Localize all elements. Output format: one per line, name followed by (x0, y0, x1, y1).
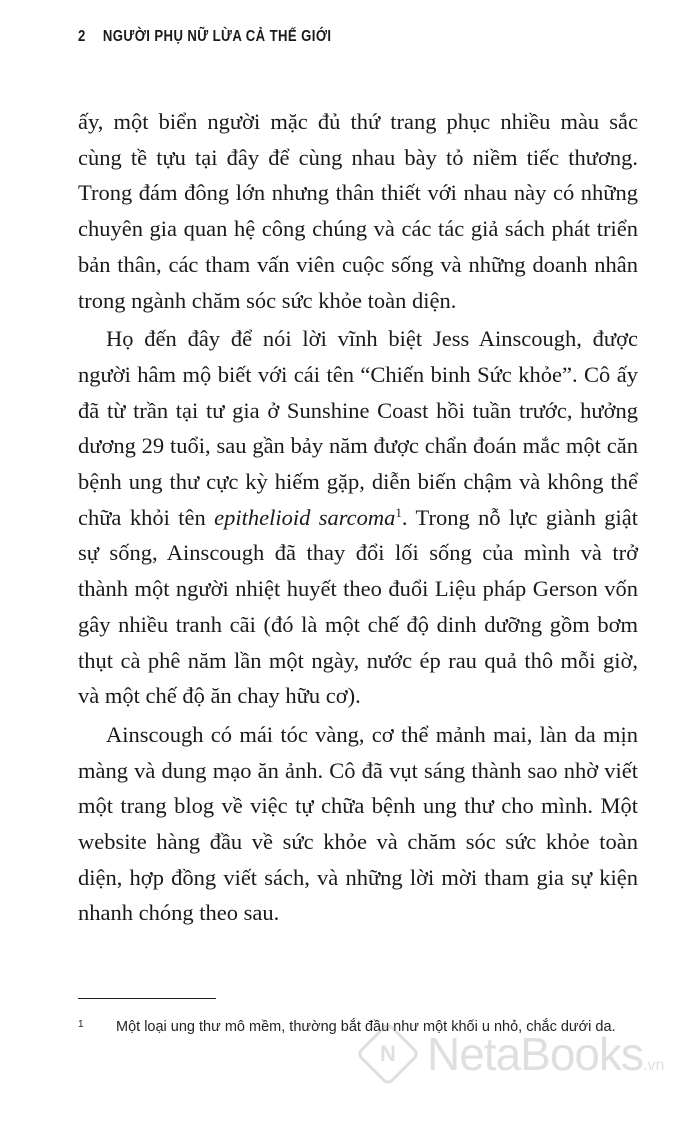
paragraph-1: ấy, một biển người mặc đủ thứ trang phục nhiều màu sắc cùng tề tựu tại đây để cùng nhau bày tỏ niềm tiếc thương. Trong đám đông lớn nhưng thân thiết với nhau này có những chuyên gia quan hệ công chúng và các tác giả sách phát triển bản thân, các tham vấn viên cuộc sống và những doanh nhân trong ngành chăm sóc sức khỏe toàn diện. (78, 109, 638, 313)
body-text (78, 104, 638, 931)
italic-term: epithelioid sarcoma (214, 504, 396, 530)
page-number: 2 (78, 28, 86, 45)
watermark-text (427, 1027, 664, 1081)
running-header (78, 28, 331, 46)
netabooks-logo-icon (355, 1021, 420, 1086)
paragraph-2 (78, 321, 638, 714)
footnote-divider (78, 998, 216, 999)
watermark (365, 1027, 664, 1081)
footnote-reference[interactable]: 1 (395, 504, 402, 520)
footnote-text: Một loại ung thư mô mềm, thường bắt đầu như một khối u nhỏ, chắc dưới da. (116, 1019, 616, 1035)
paragraph-3: Ainscough có mái tóc vàng, cơ thể mảnh mai, làn da mịn màng và dung mạo ăn ảnh. Cô đã vụt sáng thành sao nhờ viết một trang blog về việc tự chữa bệnh ung thư cho mình. Một website hàng đầu về sức khỏe và chăm sóc sức khỏe toàn diện, hợp đồng viết sách, và những lời mời tham gia sự kiện nhanh chóng theo sau. (78, 721, 638, 926)
running-title: NGƯỜI PHỤ NỮ LỪA CẢ THẾ GIỚI (102, 28, 332, 45)
watermark-brand: NetaBooks (427, 1028, 644, 1080)
footnote-marker: 1 (78, 1019, 84, 1030)
watermark-suffix: .vn (643, 1057, 665, 1074)
paragraph-2-part-2: . Trong nỗ lực giành giật sự sống, Ainscough đã thay đổi lối sống của mình và trở thành một người nhiệt huyết theo đuổi Liệu pháp Gerson vốn gây nhiều tranh cãi (đó là một chế độ dinh dưỡng gồm bơm thụt cà phê năm lần một ngày, nước ép rau quả thô mỗi giờ, và một chế độ ăn chay hữu cơ). (78, 504, 638, 709)
paragraph-2-part-1: Họ đến đây để nói lời vĩnh biệt Jess Ainscough, được người hâm mộ biết với cái tên “Chiến binh Sức khỏe”. Cô ấy đã từ trần tại tư gia ở Sunshine Coast hồi tuần trước, hưởng dương 29 tuổi, sau gần bảy năm được chẩn đoán mắc một căn bệnh ung thư cực kỳ hiếm gặp, diễn biến chậm và không thể chữa khỏi tên (78, 326, 638, 530)
logo-letter: N (380, 1040, 396, 1066)
